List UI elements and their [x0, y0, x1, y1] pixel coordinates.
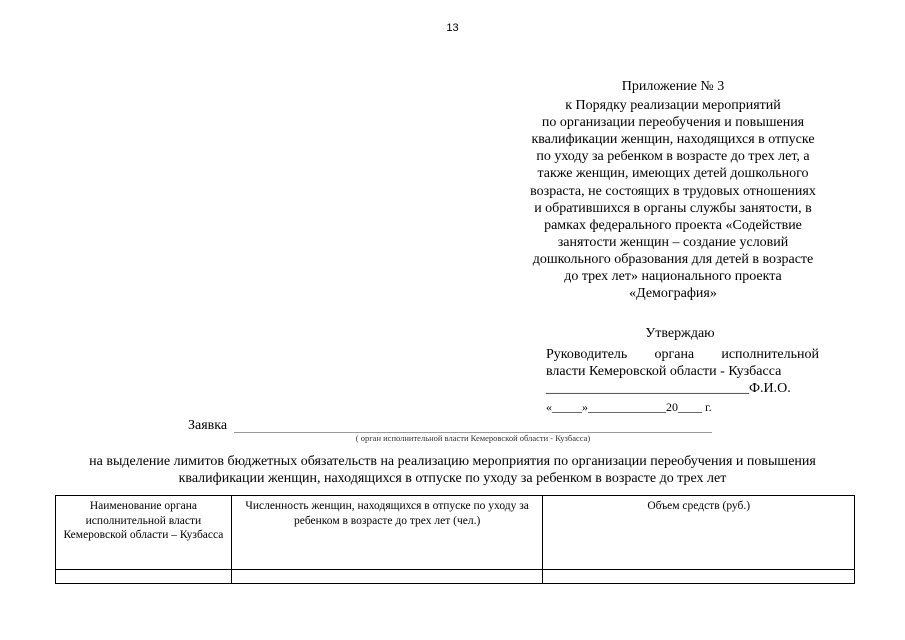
table-cell [231, 570, 543, 584]
header-women-count: Численность женщин, находящихся в отпуске по уходу за ребенком в возрасте до трех лет (чел.) [231, 496, 543, 570]
annex-line: рамках федерального проекта «Содействие [544, 217, 802, 233]
approval-heading: Утверждаю [645, 326, 715, 341]
annex-title: Приложение № 3 [621, 79, 725, 94]
application-caption: ( орган исполнительной власти Кемеровской области - Кузбасса) [355, 433, 591, 443]
annex-line: квалификации женщин, находящихся в отпуске [531, 132, 815, 148]
header-funds-amount: Объем средств (руб.) [543, 496, 855, 570]
annex-line: по уходу за ребенком в возрасте до трех лет, а [536, 149, 810, 165]
approval-block [546, 346, 819, 416]
approval-organization: власти Кемеровской области - Кузбасса [546, 364, 782, 379]
table-row [56, 570, 855, 584]
annex-line: занятости женщин – создание условий [557, 234, 789, 250]
signature-line: _____________________________Ф.И.О. [546, 381, 791, 396]
application-label: Заявка [188, 418, 228, 433]
purpose-text [30, 453, 875, 487]
annex-line: дошкольного образования для детей в возрасте [532, 251, 814, 267]
table-cell [543, 570, 855, 584]
annex-line: по организации переобучения и повышения [541, 115, 805, 131]
date-line: «_____»_____________20____ г. [546, 400, 712, 414]
table-cell [56, 570, 232, 584]
table-header-row [56, 496, 855, 570]
annex-line: и обратившихся в органы службы занятости, в [534, 200, 812, 216]
annex-line: к Порядку реализации мероприятий [565, 98, 781, 114]
annex-line: до трех лет» национального проекта [564, 269, 782, 285]
approval-position: Руководитель органа исполнительной [546, 347, 819, 362]
header-organ-name: Наименование органа исполнительной власти Кемеровской области – Кузбасса [56, 496, 232, 570]
application-table [55, 495, 855, 584]
annex-block [500, 78, 846, 302]
annex-line: также женщин, имеющих детей дошкольного [537, 166, 809, 182]
annex-line: возраста, не состоящих в трудовых отношениях [530, 183, 816, 199]
page-number: 13 [446, 22, 459, 34]
annex-line: «Демография» [629, 286, 717, 302]
purpose-line: на выделение лимитов бюджетных обязательств на реализацию мероприятия по организации переобучения и повышения [89, 454, 816, 469]
purpose-line: квалификации женщин, находящихся в отпуске по уходу за ребенком в возрасте до трех лет [178, 471, 727, 486]
